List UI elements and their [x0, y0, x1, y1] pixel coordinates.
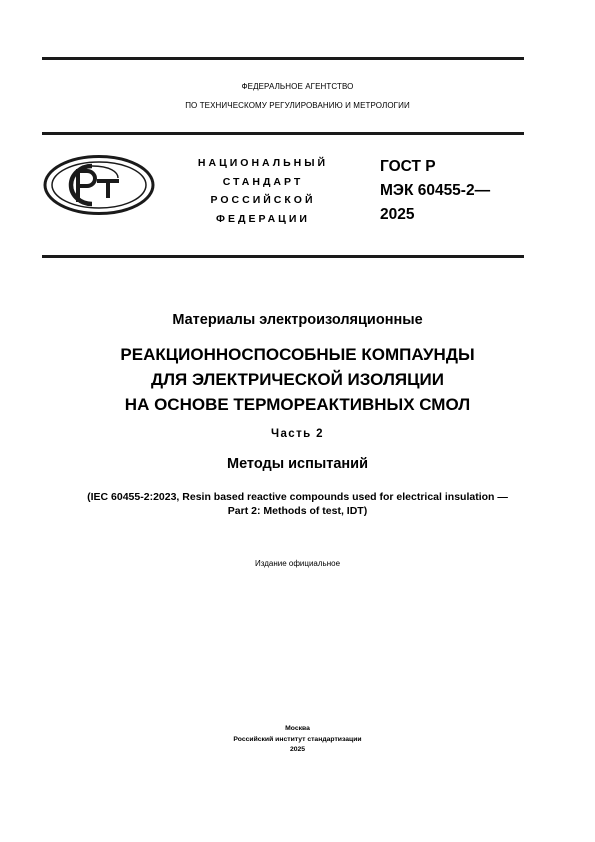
english-title-line: (IEC 60455-2:2023, Resin based reactive compounds used for electrical insulation — [87, 491, 508, 503]
designation-line: ГОСТ Р [380, 158, 436, 175]
imprint-year: 2025 [289, 746, 306, 753]
imprint-publisher: Российский институт стандартизации [233, 735, 362, 743]
designation-line: 2025 [380, 206, 415, 223]
part-number: Часть 2 [271, 428, 324, 440]
agency-name-line-1: ФЕДЕРАЛЬНОЕ АГЕНТСТВО [241, 82, 354, 91]
main-title-line: НА ОСНОВЕ ТЕРМОРЕАКТИВНЫХ СМОЛ [124, 395, 471, 414]
main-title-line: ДЛЯ ЭЛЕКТРИЧЕСКОЙ ИЗОЛЯЦИИ [151, 370, 444, 389]
emblem-rule [42, 255, 524, 258]
rst-certification-emblem-icon [42, 154, 156, 216]
part-subtitle: Методы испытаний [226, 456, 368, 472]
standard-designation [380, 155, 490, 227]
header-rule [42, 132, 524, 135]
title-category: Материалы электроизоляционные [172, 312, 423, 328]
national-standard-label [178, 154, 348, 228]
edition-note: Издание официальное [254, 559, 341, 568]
national-standard-line: СТАНДАРТ [222, 175, 304, 188]
national-standard-line: РОССИЙСКОЙ [210, 194, 316, 206]
english-title [0, 490, 595, 518]
main-title [0, 342, 595, 417]
designation-line: МЭК 60455-2— [380, 182, 491, 199]
imprint [0, 724, 595, 756]
agency-name-line-2: ПО ТЕХНИЧЕСКОМУ РЕГУЛИРОВАНИЮ И МЕТРОЛОГИИ [185, 101, 410, 110]
national-standard-line: ФЕДЕРАЦИИ [216, 212, 310, 225]
english-title-line: Part 2: Methods of test, IDT) [227, 505, 368, 517]
national-standard-line: НАЦИОНАЛЬНЫЙ [197, 157, 329, 169]
top-rule [42, 57, 524, 60]
imprint-city: Москва [285, 725, 310, 732]
main-title-line: РЕАКЦИОННОСПОСОБНЫЕ КОМПАУНДЫ [120, 345, 475, 364]
